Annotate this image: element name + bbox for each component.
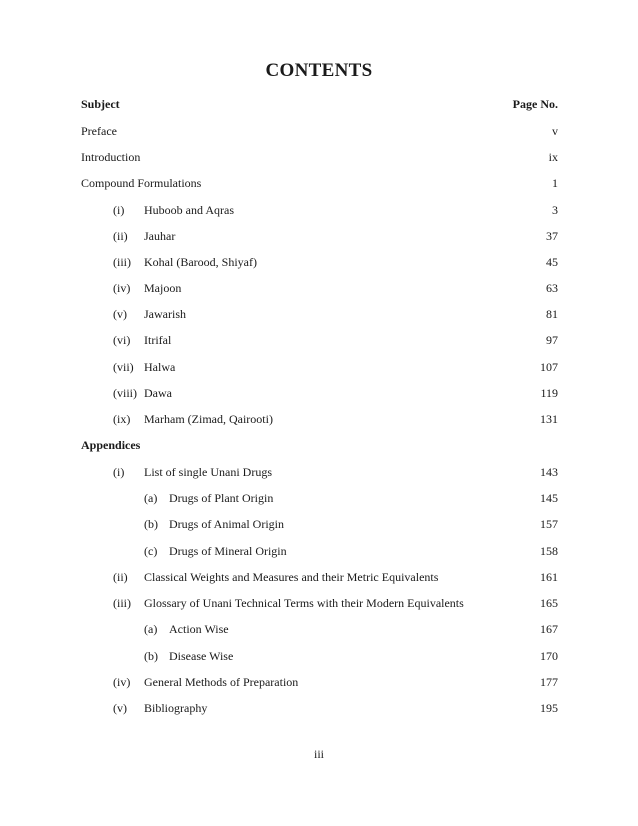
entry-label: Introduction — [81, 150, 141, 164]
entry-number: (v) — [113, 701, 127, 715]
entry-label: Marham (Zimad, Qairooti) — [144, 412, 273, 426]
entry-number: (b) — [144, 649, 158, 663]
entry-page: 170 — [540, 649, 558, 663]
entry-page: 97 — [546, 333, 558, 347]
entry-number: (i) — [113, 465, 125, 479]
toc-entry-mineral-origin[interactable] — [81, 542, 558, 560]
toc-entry-weights-measures[interactable] — [81, 568, 558, 586]
page-title: CONTENTS — [265, 60, 373, 81]
toc-section-appendices[interactable] — [81, 436, 558, 454]
entry-label: Dawa — [144, 386, 172, 400]
entry-number: (ix) — [113, 412, 131, 426]
toc-entry-marham[interactable] — [81, 410, 558, 428]
toc-entry-preface[interactable] — [81, 122, 558, 140]
entry-number: (ii) — [113, 229, 128, 243]
entry-label: List of single Unani Drugs — [144, 465, 272, 479]
entry-label: General Methods of Preparation — [144, 675, 299, 689]
toc-entry-methods-of-preparation[interactable] — [81, 673, 558, 691]
subject-column-header: Subject — [81, 97, 120, 111]
entry-page: 1 — [552, 176, 558, 190]
toc-entry-disease-wise[interactable] — [81, 647, 558, 665]
toc-entry-animal-origin[interactable] — [81, 515, 558, 533]
toc-entry-halwa[interactable] — [81, 358, 558, 376]
entry-label: Itrifal — [144, 333, 172, 347]
entry-page: v — [552, 124, 558, 138]
entry-label: Kohal (Barood, Shiyaf) — [144, 255, 257, 269]
entry-page: 63 — [546, 281, 558, 295]
entry-page: 3 — [552, 203, 558, 217]
toc-entry-glossary[interactable] — [81, 594, 558, 612]
entry-page: 195 — [540, 701, 558, 715]
toc-header-row — [81, 95, 558, 113]
entry-number: (ii) — [113, 570, 128, 584]
entry-label: Action Wise — [169, 622, 229, 636]
entry-label: Drugs of Animal Origin — [169, 517, 284, 531]
entry-number: (iii) — [113, 596, 131, 610]
entry-label: Huboob and Aqras — [144, 203, 234, 217]
entry-page: 161 — [540, 570, 558, 584]
entry-page: 167 — [540, 622, 558, 636]
entry-page: 158 — [540, 544, 558, 558]
entry-label: Halwa — [144, 360, 176, 374]
entry-number: (i) — [113, 203, 125, 217]
entry-label: Disease Wise — [169, 649, 234, 663]
entry-page: 107 — [540, 360, 558, 374]
toc-entry-jawarish[interactable] — [81, 305, 558, 323]
entry-number: (vii) — [113, 360, 134, 374]
entry-number: (iv) — [113, 281, 131, 295]
entry-label: Compound Formulations — [81, 176, 202, 190]
toc-entry-introduction[interactable] — [81, 148, 558, 166]
entry-page: 145 — [540, 491, 558, 505]
entry-number: (a) — [144, 491, 158, 505]
toc-entry-majoon[interactable] — [81, 279, 558, 297]
entry-page: 81 — [546, 307, 558, 321]
entry-number: (c) — [144, 544, 158, 558]
entry-label: Drugs of Plant Origin — [169, 491, 274, 505]
entry-number: (a) — [144, 622, 158, 636]
toc-entry-plant-origin[interactable] — [81, 489, 558, 507]
toc-entry-action-wise[interactable] — [81, 620, 558, 638]
entry-page: 165 — [540, 596, 558, 610]
toc-entry-single-unani-drugs[interactable] — [81, 463, 558, 481]
entry-label: Bibliography — [144, 701, 208, 715]
entry-number: (vi) — [113, 333, 131, 347]
toc-entry-dawa[interactable] — [81, 384, 558, 402]
toc-entry-kohal[interactable] — [81, 253, 558, 271]
entry-number: (viii) — [113, 386, 137, 400]
entry-page: 37 — [546, 229, 558, 243]
entry-label: Classical Weights and Measures and their Metric Equivalents — [144, 570, 439, 584]
entry-label: Drugs of Mineral Origin — [169, 544, 287, 558]
entry-number: (b) — [144, 517, 158, 531]
section-heading: Appendices — [81, 438, 141, 452]
toc-entry-itrifal[interactable] — [81, 331, 558, 349]
entry-page: 157 — [540, 517, 558, 531]
entry-label: Glossary of Unani Technical Terms with their Modern Equivalents — [144, 596, 464, 610]
entry-number: (iv) — [113, 675, 131, 689]
toc-entry-huboob-and-aqras[interactable] — [81, 201, 558, 219]
entry-page: 143 — [540, 465, 558, 479]
toc-entry-compound-formulations[interactable] — [81, 174, 558, 192]
entry-label: Jauhar — [144, 229, 176, 243]
toc-entry-jauhar[interactable] — [81, 227, 558, 245]
entry-number: (v) — [113, 307, 127, 321]
entry-page: 119 — [540, 386, 558, 400]
entry-page: 177 — [540, 675, 558, 689]
entry-page: 131 — [540, 412, 558, 426]
entry-page: ix — [548, 150, 558, 164]
entry-label: Majoon — [144, 281, 182, 295]
entry-label: Jawarish — [144, 307, 186, 321]
entry-number: (iii) — [113, 255, 131, 269]
page-column-header: Page No. — [512, 97, 558, 111]
page-number: iii — [313, 747, 324, 761]
toc-entry-bibliography[interactable] — [81, 699, 558, 717]
entry-page: 45 — [546, 255, 558, 269]
entry-label: Preface — [81, 124, 117, 138]
